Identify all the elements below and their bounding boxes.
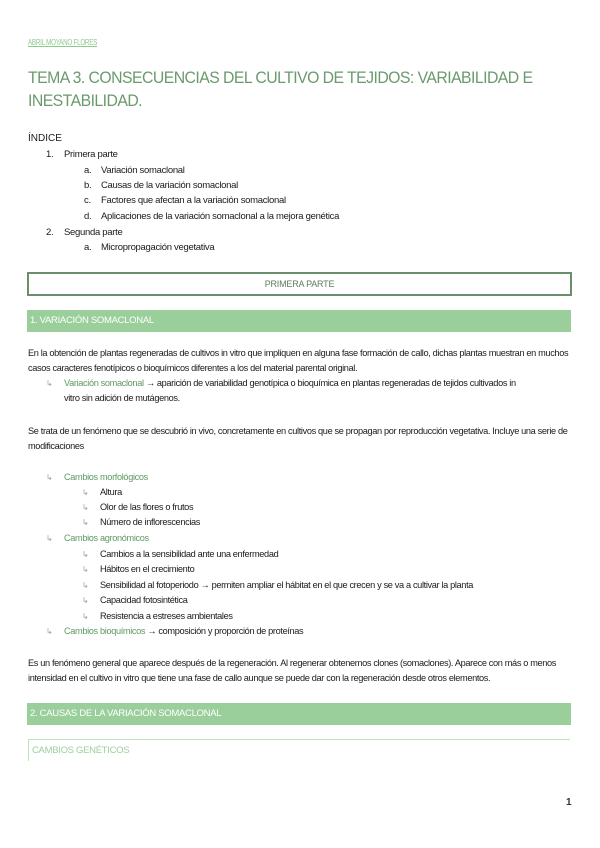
item-text: Capacidad fotosintética [100,595,188,605]
toc-subitem: Factores que afectan a la variación somaclonal [101,195,286,206]
toc-item: 1. [46,149,54,160]
item-text: Resistencia a estreses ambientales [100,611,233,621]
subsection-heading-cambios-geneticos: CAMBIOS GENÉTICOS [28,739,570,761]
bullet-arrow-icon: ↳ [82,518,89,527]
general-paragraph: Es un fenómeno general que aparece después de la regeneración. Al regenerar obtenemos clones (somaclones). Aparece con más o menos intensidad en el cultivo in vitro que tiene una fase de callo aunque se puede dar con la regeneración desde otros elementos. [28,658,557,683]
item-text: Sensibilidad al fotoperiodo → permiten ampliar el hábitat en el que crecen y se va a cultivar la planta [100,580,474,590]
index-heading: ÍNDICE [28,133,62,144]
list-item [82,515,200,530]
toc-subitem-num: a. [84,242,92,253]
list-item [82,593,187,608]
toc-subitem-num: d. [84,211,92,222]
list-item [82,485,122,500]
document-title: TEMA 3. CONSECUENCIAS DEL CULTIVO DE TEJIDOS: VARIABILIDAD E INESTABILIDAD. [28,68,533,110]
category-label: Cambios agronómicos [64,533,149,543]
list-item [82,609,233,624]
item-text: Número de inflorescencias [100,517,201,527]
item-text: Olor de las flores o frutos [100,502,194,512]
list-item [82,562,194,577]
item-text: → composición y proporción de proteínas [147,626,304,636]
bullet-arrow-icon: ↳ [46,534,53,543]
list-item [46,531,149,546]
toc-subitem: Micropropagación vegetativa [101,242,215,253]
author-name: ABRIL MOYANO FLORES [28,38,98,47]
modifications-paragraph: Se trata de un fenómeno que se descubrió in vivo, concretamente en cultivos que se propagan por reproducción vegetativa. Incluye una serie de modificaciones [28,426,568,451]
arrow-icon: → [145,378,155,388]
toc-item-label: Primera parte [64,149,118,160]
toc-item-label: Segunda parte [64,227,123,238]
item-text: Cambios a la sensibilidad ante una enfermedad [100,549,279,559]
bullet-arrow-icon: ↳ [82,612,89,621]
section-heading-variacion: 1. VARIACIÓN SOMACLONAL [27,310,571,332]
page-number: 1 [566,797,572,808]
list-item [82,500,193,515]
bullet-arrow-icon: ↳ [46,627,53,636]
list-item [46,624,303,639]
toc-subitem-num: b. [84,180,92,191]
toc-item-num: 2. [46,227,54,238]
definition-text-cont: vitro sin adición de mutágenos. [64,393,180,403]
bullet-arrow-icon: ↳ [82,503,89,512]
bullet-arrow-icon: ↳ [82,596,89,605]
bullet-arrow-icon: ↳ [46,379,53,388]
toc-subitem: Variación somaclonal [101,165,185,176]
category-label: Cambios bioquímicos [64,626,146,636]
bullet-arrow-icon: ↳ [82,581,89,590]
item-text: Hábitos en el crecimiento [100,564,195,574]
definition-term: Variación somaclonal [64,378,144,388]
list-item [46,470,148,485]
category-label: Cambios morfológicos [64,472,148,482]
toc-subitem-num: a. [84,165,92,176]
toc-subitem: Causas de la variación somaclonal [101,180,238,191]
bullet-arrow-icon: ↳ [82,488,89,497]
definition-bullet [46,376,516,391]
list-item [82,578,473,593]
definition-text: aparición de variabilidad genotípica o bioquímica en plantas regeneradas de tejidos cultivados in [156,378,516,388]
toc-subitem: Aplicaciones de la variación somaclonal a la mejora genética [101,211,340,222]
item-text: Altura [100,487,122,497]
section-heading-causas: 2. CAUSAS DE LA VARIACIÓN SOMACLONAL [27,703,571,725]
intro-paragraph: En la obtención de plantas regeneradas de cultivos in vitro que impliquen en alguna fase formación de callo, dichas plantas muestran en muchos casos caracteres fenotípicos o bioquímicos diferentes a los del material parental original. [28,348,569,373]
bullet-arrow-icon: ↳ [46,473,53,482]
list-item [82,547,278,562]
toc-subitem-num: c. [84,195,91,206]
bullet-arrow-icon: ↳ [82,550,89,559]
bullet-arrow-icon: ↳ [82,565,89,574]
part-banner: PRIMERA PARTE [27,272,572,296]
